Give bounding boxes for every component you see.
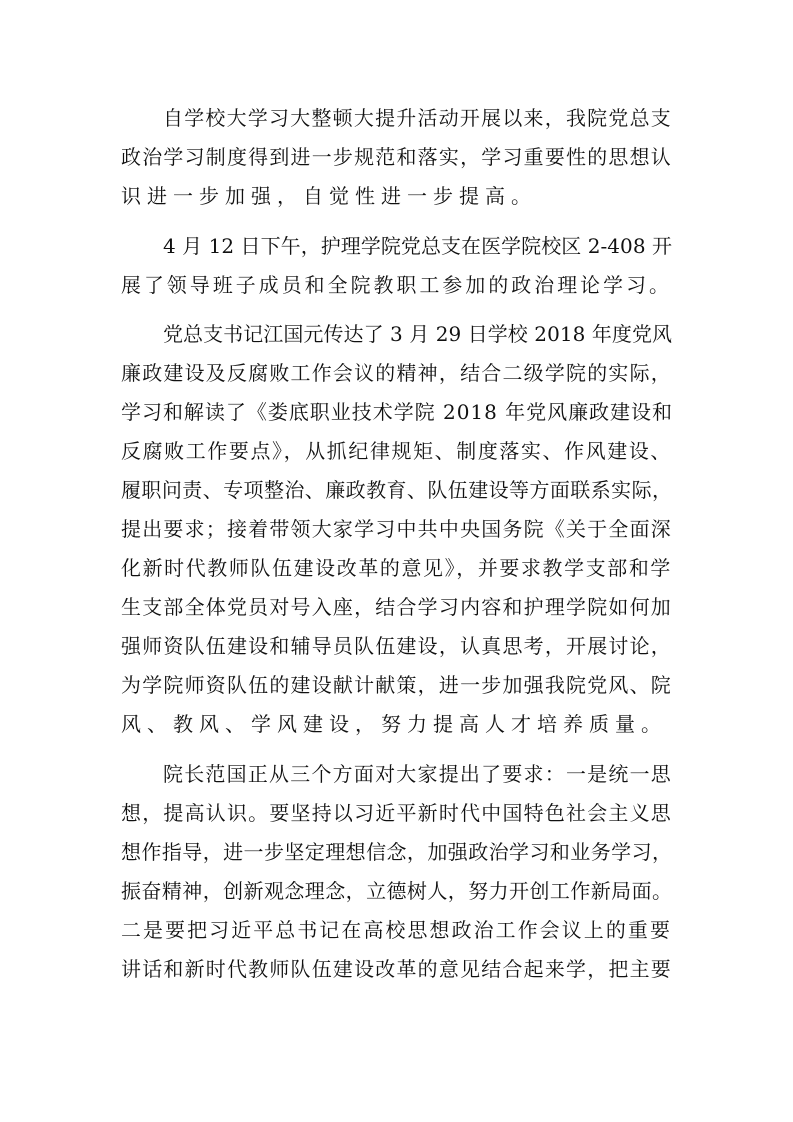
text-line: 党总支书记江国元传达了 3 月 29 日学校 2018 年度党风: [163, 322, 673, 346]
text-line: 政治学习制度得到进一步规范和落实，学习重要性的思想认: [121, 145, 672, 169]
paragraph-3-line-6: [0, 512, 793, 546]
paragraph-4-line-1: [0, 757, 793, 791]
text-line: 强师资队伍建设和辅导员队伍建设，认真思考，开展讨论，: [121, 634, 672, 658]
paragraph-3-line-11: [0, 707, 793, 741]
paragraph-4-line-6: [0, 952, 793, 986]
paragraph-3-line-5: [0, 473, 793, 507]
paragraph-1-line-1: [0, 101, 793, 135]
paragraph-3-line-4: [0, 434, 793, 468]
paragraph-4-line-4: [0, 874, 793, 908]
paragraph-4-line-5: [0, 913, 793, 947]
text-line: 履职问责、专项整治、廉政教育、队伍建设等方面联系实际，: [121, 478, 673, 502]
text-line: 廉政建设及反腐败工作会议的精神，结合二级学院的实际，: [121, 361, 672, 385]
text-line: 生支部全体党员对号入座，结合学习内容和护理学院如何加: [121, 595, 672, 619]
paragraph-3-line-2: [0, 356, 793, 390]
text-line: 院长范国正从三个方面对大家提出了要求：一是统一思: [163, 762, 672, 786]
paragraph-1-line-3: [0, 179, 793, 213]
text-line: 振奋精神，创新观念理念，立德树人，努力开创工作新局面。: [121, 879, 673, 903]
text-line: 提出要求；接着带领大家学习中共中央国务院《关于全面深: [121, 517, 672, 541]
paragraph-3-line-3: [0, 395, 793, 429]
text-line: 化新时代教师队伍建设改革的意见》，并要求教学支部和学: [121, 556, 672, 580]
text-line: 4 月 12 日下午，护理学院党总支在医学院校区 2-408 开: [163, 234, 673, 258]
paragraph-4-line-2: [0, 796, 793, 830]
text-line: 想，提高认识。要坚持以习近平新时代中国特色社会主义思: [121, 801, 672, 825]
paragraph-3-line-8: [0, 590, 793, 624]
paragraph-4-line-3: [0, 835, 793, 869]
text-line: 讲话和新时代教师队伍建设改革的意见结合起来学，把主要: [121, 957, 672, 981]
paragraph-1-line-2: [0, 140, 793, 174]
paragraph-3-line-10: [0, 668, 793, 702]
text-line: 自学校大学习大整顿大提升活动开展以来，我院党总支: [163, 106, 672, 130]
text-line: 学习和解读了《娄底职业技术学院 2018 年党风廉政建设和: [121, 400, 673, 424]
text-line: 二是要把习近平总书记在高校思想政治工作会议上的重要: [121, 918, 672, 942]
paragraph-3-line-9: [0, 629, 793, 663]
text-line: 想作指导，进一步坚定理想信念，加强政治学习和业务学习，: [121, 840, 673, 864]
text-line: 反腐败工作要点》，从抓纪律规矩、制度落实、作风建设、: [121, 439, 672, 463]
text-line: 识进一步加强，自觉性进一步提高。: [121, 184, 537, 208]
paragraph-2-line-2: [0, 268, 793, 302]
text-line: 为学院师资队伍的建设献计献策，进一步加强我院党风、院: [121, 673, 672, 697]
paragraph-3-line-7: [0, 551, 793, 585]
paragraph-3-line-1: [0, 317, 793, 351]
text-line: 展了领导班子成员和全院教职工参加的政治理论学习。: [121, 273, 672, 297]
paragraph-2-line-1: [0, 229, 793, 263]
text-line: 风、教风、学风建设，努力提高人才培养质量。: [121, 712, 667, 736]
